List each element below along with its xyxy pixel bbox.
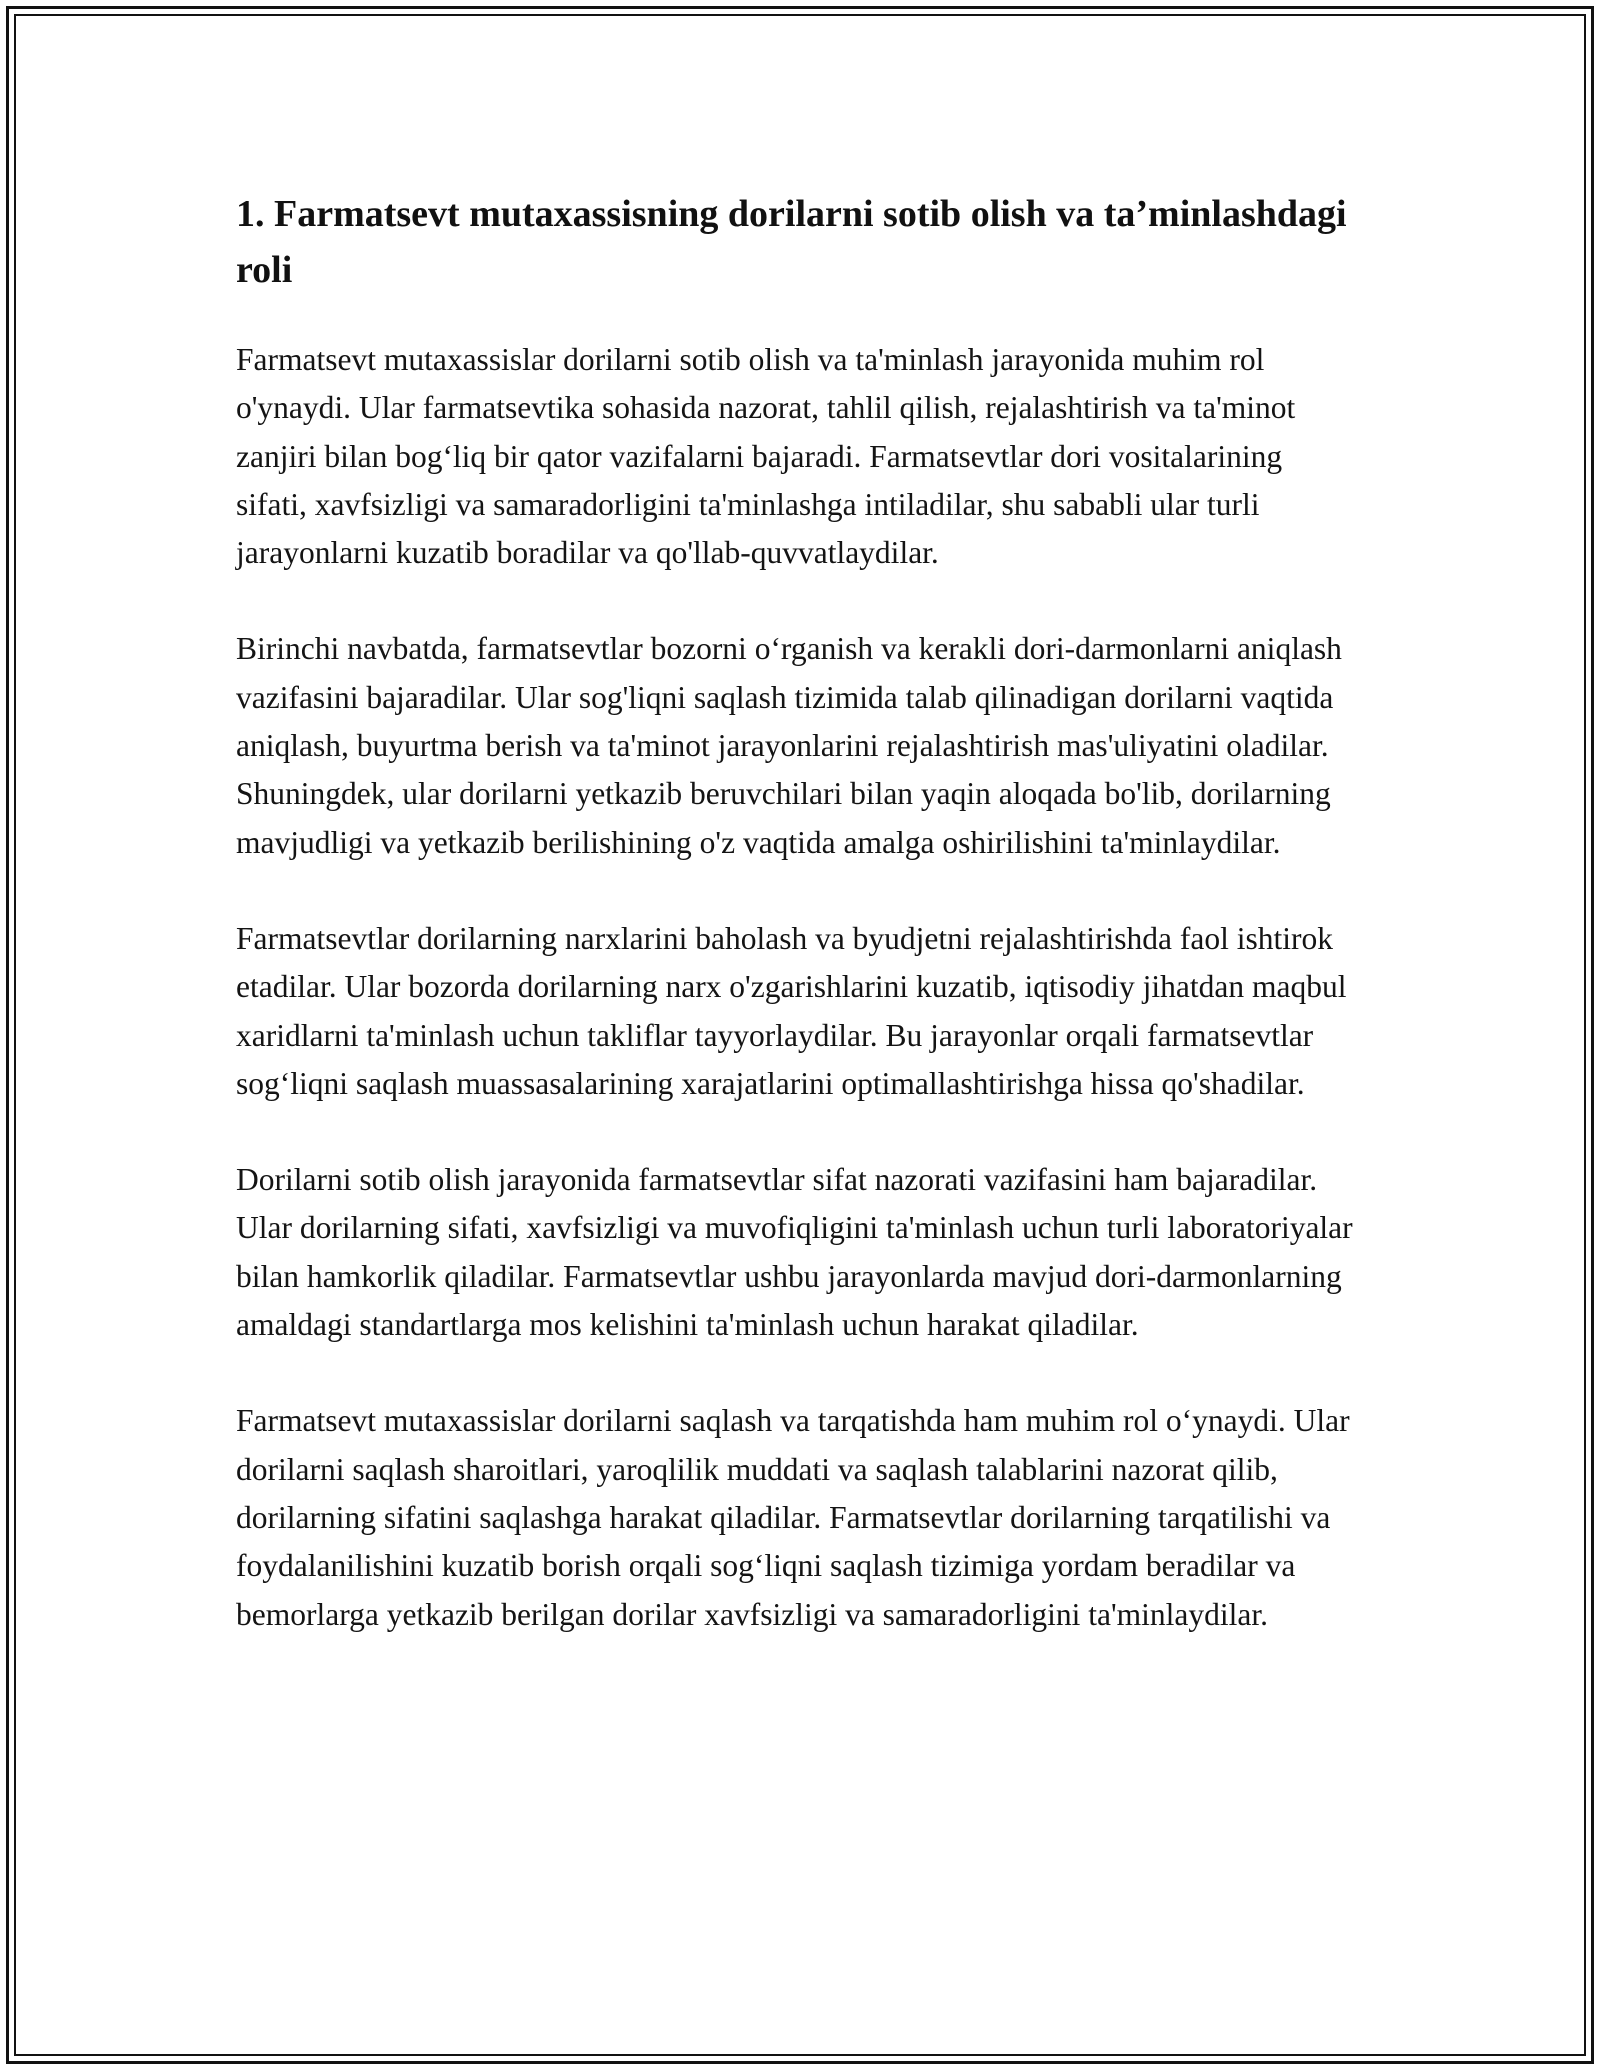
paragraph-3: Farmatsevtlar dorilarning narxlarini baholash va byudjetni rejalashtirishda faol ishtirok etadilar. Ular bozorda dorilarning narx o'zgarishlarini kuzatib, iqtisodiy jihatdan maqbul xaridlarni ta'minlash uchun takliflar tayyorlaydilar. Bu jarayonlar orqali farmatsevtlar sog‘liqni saqlash muassasalarining xarajatlarini optimallashtirishga hissa qo'shadilar.: [236, 920, 1347, 1101]
paragraph-5: Farmatsevt mutaxassislar dorilarni saqlash va tarqatishda ham muhim rol o‘ynaydi. Ular dorilarni saqlash sharoitlari, yaroqlilik muddati va saqlash talablarini nazorat qilib, dorilarning sifatini saqlashga harakat qiladilar. Farmatsevtlar dorilarning tarqatilishi va foydalanilishini kuzatib borish orqali sog‘liqni saqlash tizimiga yordam beradilar va bemorlarga yetkazib berilgan dorilar xavfsizligi va samaradorligini ta'minlaydilar.: [236, 1403, 1350, 1632]
paragraph-1: Farmatsevt mutaxassislar dorilarni sotib olish va ta'minlash jarayonida muhim rol o'ynaydi. Ular farmatsevtika sohasida nazorat, tahlil qilish, rejalashtirish va ta'minot zanjiri bilan bog‘liq bir qator vazifalarni bajaradi. Farmatsevtlar dori vositalarining sifati, xavfsizligi va samaradorligini ta'minlashga intiladilar, shu sababli ular turli jarayonlarni kuzatib boradilar va qo'llab-quvvatlaydilar.: [236, 342, 1296, 571]
document-body: [236, 186, 1356, 1687]
paragraph-2: Birinchi navbatda, farmatsevtlar bozorni o‘rganish va kerakli dori-darmonlarni aniqlash vazifasini bajaradilar. Ular sog'liqni saqlash tizimida talab qilinadigan dorilarni vaqtida aniqlash, buyurtma berish va ta'minot jarayonlarini rejalashtirish mas'uliyatini oladilar. Shuningdek, ular dorilarni yetkazib beruvchilari bilan yaqin aloqada bo'lib, dorilarning mavjudligi va yetkazib berilishining o'z vaqtida amalga oshirilishini ta'minlaydilar.: [236, 631, 1342, 860]
document-title: 1. Farmatsevt mutaxassisning dorilarni sotib olish va ta’minlashdagi roli: [236, 193, 1347, 291]
paragraph-4: Dorilarni sotib olish jarayonida farmatsevtlar sifat nazorati vazifasini ham bajaradilar. Ular dorilarning sifati, xavfsizligi va muvofiqligini ta'minlash uchun turli laboratoriyalar bilan hamkorlik qiladilar. Farmatsevtlar ushbu jarayonlarda mavjud dori-darmonlarning amaldagi standartlarga mos kelishini ta'minlash uchun harakat qiladilar.: [236, 1162, 1353, 1343]
